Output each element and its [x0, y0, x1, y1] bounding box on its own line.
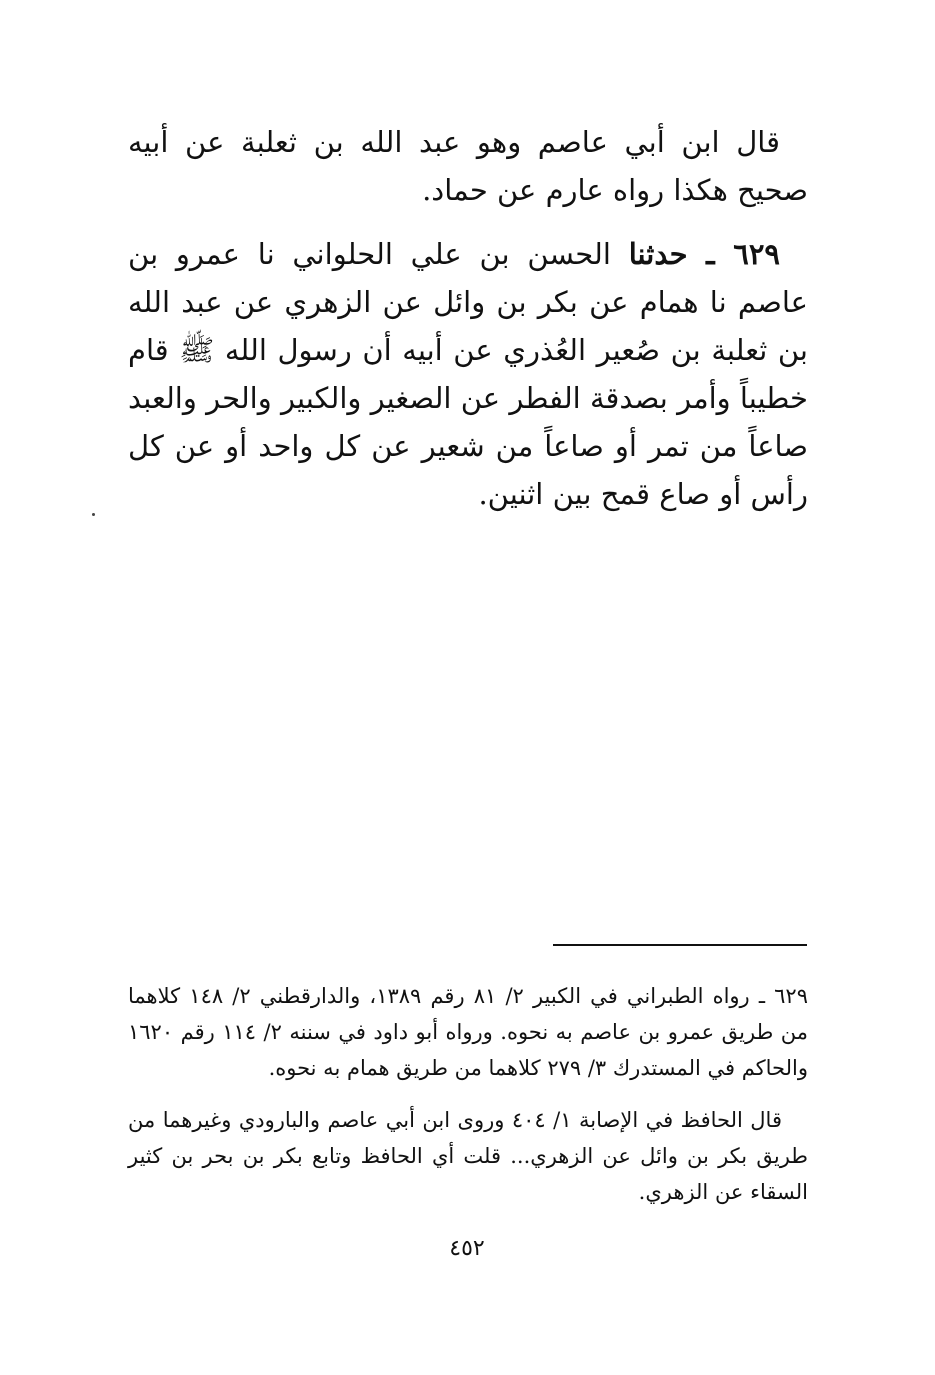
footnote-separator	[553, 944, 807, 946]
page-number: ٤٥٢	[449, 1236, 485, 1261]
hadith-dash: ـ	[687, 237, 734, 271]
hadith-number: ٦٢٩	[733, 237, 780, 271]
footnote-1: ٦٢٩ ـ رواه الطبراني في الكبير ٢/ ٨١ رقم ١٣٨٩، والدارقطني ٢/ ١٤٨ كلاهما من طريق عمرو بن عاصم به نحوه. ورواه أبو داود في سننه ٢/ ١١٤ رقم ١٦٢٠ والحاكم في المستدرك ٣/ ٢٧٩ كلاهما من طريق همام به نحوه.	[128, 984, 808, 1080]
paragraph-1: قال ابن أبي عاصم وهو عبد الله بن ثعلبة عن أبيه صحيح هكذا رواه عارم عن حماد.	[128, 125, 808, 207]
footnotes-block	[128, 978, 808, 1226]
hadith-lead-word: حدثنا	[628, 237, 688, 271]
scan-speck	[92, 513, 95, 516]
hadith-text: الحسن بن علي الحلواني نا عمرو بن عاصم نا همام عن بكر بن وائل عن الزهري عن عبد الله بن ثعلبة بن صُعير العُذري عن أبيه أن رسول الله ﷺ قام خطيباً وأمر بصدقة الفطر عن الصغير والكبير والحر والعبد صاعاً من تمر أو صاعاً من شعير عن كل واحد أو عن كل رأس أو صاع قمح بين اثنين.	[128, 237, 808, 511]
footnote-2: قال الحافظ في الإصابة ١/ ٤٠٤ وروى ابن أبي عاصم والبارودي وغيرهما من طريق بكر بن وائل عن الزهري... قلت أي الحافظ وتابع بكر بن بحر بن كثير السقاء عن الزهري.	[128, 1108, 808, 1204]
main-text-block	[128, 118, 808, 534]
hadith-paragraph	[128, 230, 808, 518]
